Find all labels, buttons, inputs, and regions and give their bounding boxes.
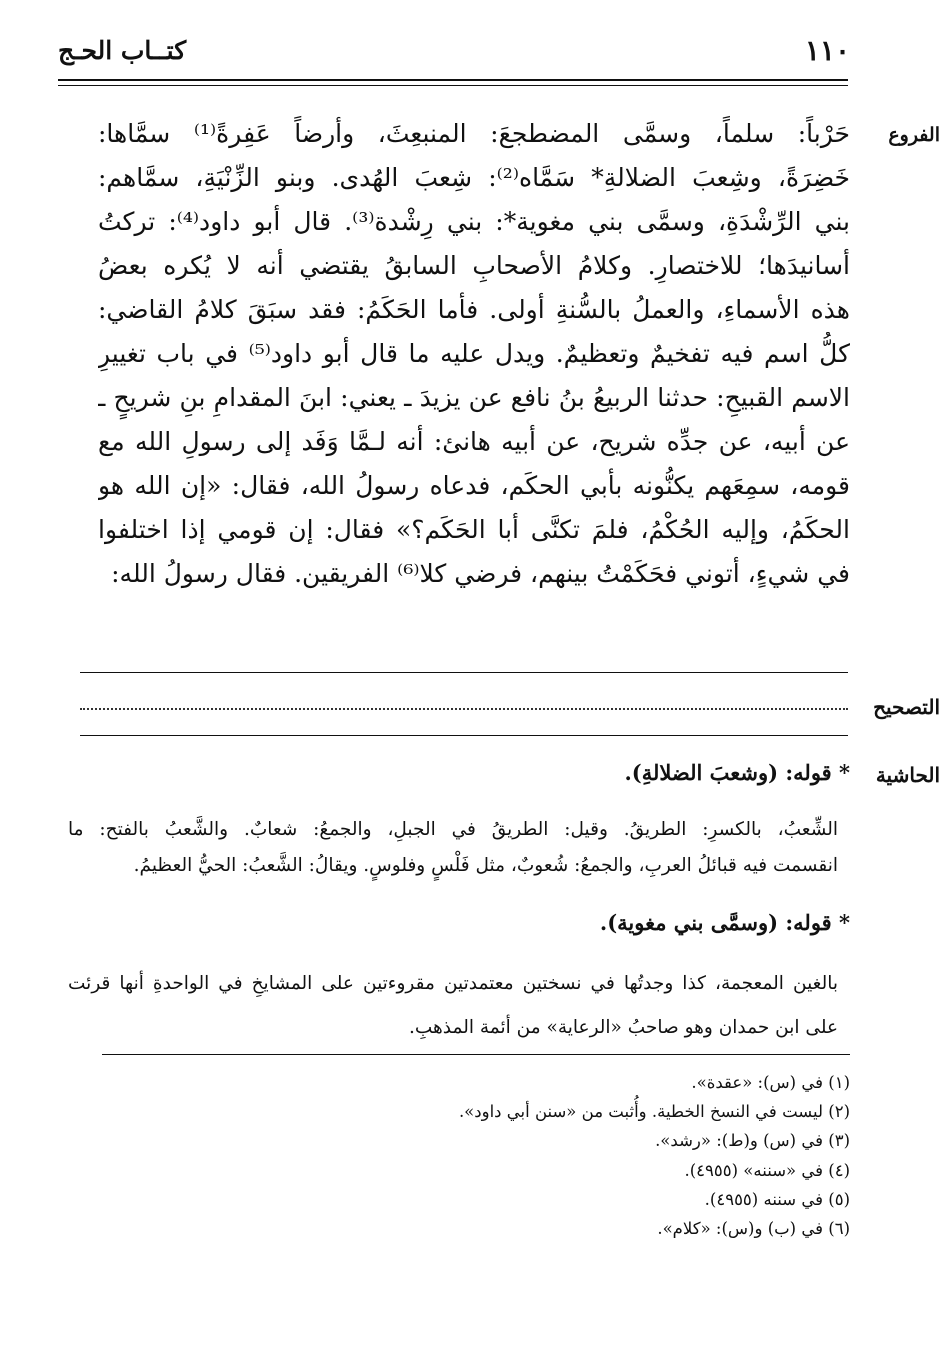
main-text-line: قومه، سمِعَهم يكنُّونه بأبي الحكَم، فدعاه رسولُ الله، فقال: «إن الله هو <box>98 471 850 500</box>
page-number: ١١٠ <box>804 34 850 67</box>
section-divider <box>80 735 848 736</box>
footnote-rule <box>102 1054 850 1055</box>
note-heading: * قوله: (وشعبَ الضلالةِ). <box>624 760 850 785</box>
main-text-line: عن أبيه، عن جدِّه شريح، عن أبيه هانئ: أنه لـمَّا وَفَد إلى رسولِ الله مع <box>98 427 850 456</box>
footnote: (٢) ليست في النسخ الخطية. وأُثبت من «سنن أبي داود». <box>458 1102 850 1122</box>
main-text-line: بني الرِّشْدَةِ، وسمَّى بني مغوية*: بني رِشْدة⁽³⁾. قال أبو داود⁽⁴⁾: تركتُ <box>98 207 850 236</box>
main-text-line: أسانيدَها؛ للاختصارِ. وكلامُ الأصحابِ السابقُ يقتضي أنه لا يُكره بعضُ <box>98 251 850 280</box>
header-rule <box>58 79 848 81</box>
running-title: كتــاب الحـج <box>58 36 187 65</box>
tashih-dotted-line <box>80 708 848 710</box>
footnote: (١) في (س): «عقدة». <box>691 1073 850 1092</box>
main-text <box>98 112 850 596</box>
hashiya-section-label: الحاشية <box>875 763 940 787</box>
footnotes-list <box>102 1068 850 1243</box>
main-text-line: خَضِرَةً، وشِعبَ الضلالةِ* سَمَّاه⁽²⁾: شِعبَ الهُدى. وبنو الزِّنْيَةِ، سمَّاهم: <box>98 163 850 192</box>
main-text-line: هذه الأسماءِ، والعملُ بالسُّنةِ أولى. فأما الحَكَمُ: فقد سبَقَ كلامُ القاضي: <box>98 295 850 324</box>
main-text-line: الحكَمُ، وإليه الحُكْمُ، فلمَ تكنَّى أبا الحَكَم؟» فقال: إن قومي إذا اختلفوا <box>98 515 850 544</box>
note-line: على ابن حمدان وهو صاحبُ «الرعاية» من أئمة المذهبِ. <box>408 1017 838 1038</box>
note-text <box>68 812 838 884</box>
footnote: (٤) في «سننه» (٤٩٥٥). <box>684 1160 850 1180</box>
main-text-line: حَرْباً: سلماً، وسمَّى المضطجعَ: المنبعِثَ، وأرضاً عَفِرةً⁽¹⁾ سمَّاها: <box>98 119 850 148</box>
note-line: انقسمت فيه قبائلُ العربِ، والجمعُ: شُعوبٌ، مثل فَلْسٍ وفلوسٍ. ويقالُ: الشَّعبُ: الحيُّ العظيمُ. <box>133 855 838 876</box>
main-text-line: في شيءٍ، أتوني فحَكَمْتُ بينهم، فرضي كلا⁽⁶⁾ الفريقين. فقال رسولُ الله: <box>111 559 850 588</box>
footnote: (٣) في (س) و(ط): «رشد». <box>655 1131 850 1151</box>
note-text <box>68 962 838 1050</box>
furu-section-label: الفروع <box>888 124 940 146</box>
main-text-line: الاسم القبيحِ: حدثنا الربيعُ بنُ نافع عن يزيدَ ـ يعني: ابنَ المقدامِ بنِ شريحٍ ـ <box>98 383 850 412</box>
main-text-line: كلُّ اسم فيه تفخيمٌ وتعظيمٌ. ويدل عليه ما قال أبو داود⁽⁵⁾ في باب تغييرِ <box>98 339 850 368</box>
note-line: بالغين المعجمة، كذا وجدتُها في نسختين معتمدتين مقروءتين على المشايخِ في الواحدةِ أنها قرئت <box>68 973 838 994</box>
tashih-section-label: التصحيح <box>873 695 940 719</box>
section-divider <box>80 672 848 673</box>
footnote: (٥) في سننه (٤٩٥٥). <box>704 1189 850 1209</box>
note-heading: * قوله: (وسمَّى بني مغوية). <box>599 910 850 935</box>
note-line: الشِّعبُ، بالكسرِ: الطريقُ. وقيل: الطريقُ في الجبلِ، والجمعُ: شعابٌ. والشَّعبُ بالفتح: ما <box>68 819 838 840</box>
header-rule-secondary <box>58 85 848 86</box>
footnote: (٦) في (ب) و(س): «كلام». <box>657 1218 850 1238</box>
